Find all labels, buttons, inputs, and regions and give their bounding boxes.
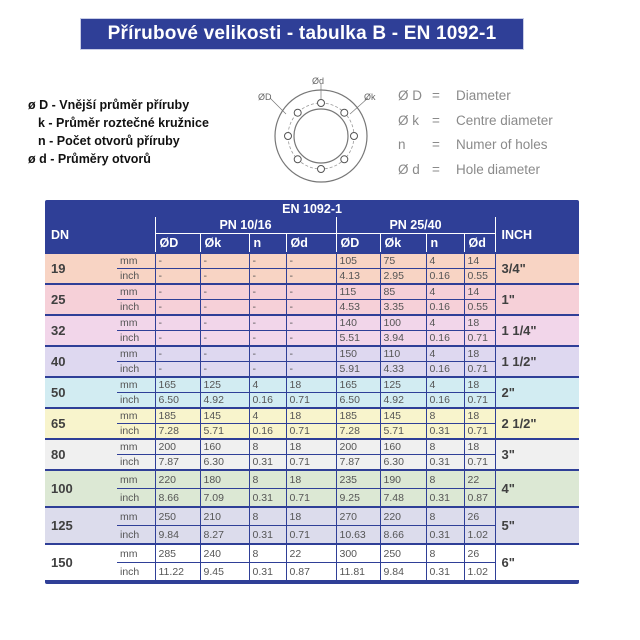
inch-cell: 2" — [495, 377, 579, 408]
value-cell: 0.16 — [426, 362, 464, 378]
value-cell: - — [200, 315, 249, 331]
value-cell: 0.31 — [249, 526, 286, 545]
legend-en-equals: = — [432, 112, 440, 128]
value-cell: 0.16 — [249, 424, 286, 440]
value-cell: 18 — [464, 408, 495, 424]
value-cell: 8 — [426, 507, 464, 526]
table-title: EN 1092-1 — [282, 201, 342, 216]
dn-cell: 100 — [45, 470, 117, 507]
value-cell: 7.09 — [200, 489, 249, 508]
value-cell: 4 — [426, 346, 464, 362]
value-cell: 125 — [200, 377, 249, 393]
value-cell: 100 — [380, 315, 426, 331]
unit-cell: inch — [117, 300, 155, 316]
value-cell: 0.71 — [464, 393, 495, 409]
value-cell: 0.87 — [286, 563, 336, 581]
value-cell: 9.84 — [155, 526, 200, 545]
dn-cell: 25 — [45, 284, 117, 315]
value-cell: 185 — [336, 408, 380, 424]
inch-cell: 6" — [495, 544, 579, 580]
value-cell: - — [249, 300, 286, 316]
value-cell: - — [286, 300, 336, 316]
value-cell: 125 — [380, 377, 426, 393]
legend-en-text: Numer of holes — [456, 137, 548, 152]
sub-header-d: Ød — [286, 234, 336, 254]
value-cell: 18 — [286, 470, 336, 489]
pn2-header: PN 25/40 — [336, 217, 495, 234]
value-cell: 5.71 — [380, 424, 426, 440]
sub-header-D: ØD — [336, 234, 380, 254]
legend-cz-symbol: ø d — [28, 152, 47, 166]
value-cell: 0.31 — [426, 455, 464, 471]
unit-cell: mm — [117, 377, 155, 393]
value-cell: 4 — [426, 377, 464, 393]
inch-cell: 5" — [495, 507, 579, 544]
value-cell: 0.71 — [286, 393, 336, 409]
value-cell: - — [249, 315, 286, 331]
value-cell: 4.53 — [336, 300, 380, 316]
unit-cell: inch — [117, 331, 155, 347]
sub-header-d: Ød — [464, 234, 495, 254]
inch-header: INCH — [495, 217, 579, 253]
table-row — [45, 253, 579, 269]
legend-en-symbol: Ø d — [398, 161, 420, 177]
table-row — [45, 377, 579, 393]
value-cell: 8 — [426, 439, 464, 455]
legend-en-text: Centre diameter — [456, 112, 553, 128]
label-d-small: Ød — [312, 76, 325, 86]
value-cell: 110 — [380, 346, 426, 362]
value-cell: 4.13 — [336, 269, 380, 285]
value-cell: 4.92 — [380, 393, 426, 409]
legend-cz-row — [28, 132, 209, 150]
legend-cz-symbol: n — [38, 134, 46, 148]
value-cell: 2.95 — [380, 269, 426, 285]
value-cell: 8 — [249, 507, 286, 526]
flange-hole — [318, 166, 325, 173]
legend-en-equals: = — [432, 88, 440, 103]
value-cell: - — [249, 362, 286, 378]
value-cell: 4 — [426, 253, 464, 269]
value-cell: 0.71 — [286, 489, 336, 508]
value-cell: 0.31 — [249, 489, 286, 508]
value-cell: 0.71 — [286, 526, 336, 545]
legend-en-row — [398, 133, 553, 158]
value-cell: 0.31 — [426, 424, 464, 440]
unit-cell: mm — [117, 284, 155, 300]
value-cell: 6.50 — [155, 393, 200, 409]
pn1-header: PN 10/16 — [155, 217, 336, 234]
flange-diagram — [256, 74, 386, 194]
value-cell: 9.45 — [200, 563, 249, 581]
inch-cell: 3/4" — [495, 253, 579, 284]
value-cell: 0.16 — [426, 393, 464, 409]
legend-en-text: Hole diameter — [456, 161, 541, 177]
legend-cz-symbol: ø D — [28, 98, 49, 112]
value-cell: 7.87 — [155, 455, 200, 471]
value-cell: 210 — [200, 507, 249, 526]
value-cell: - — [286, 315, 336, 331]
value-cell: 5.71 — [200, 424, 249, 440]
legend-cz-text: - Vnější průměr příruby — [48, 98, 190, 112]
inch-cell: 4" — [495, 470, 579, 507]
value-cell: 10.63 — [336, 526, 380, 545]
value-cell: 105 — [336, 253, 380, 269]
value-cell: - — [155, 315, 200, 331]
value-cell: 0.55 — [464, 269, 495, 285]
unit-cell: mm — [117, 507, 155, 526]
value-cell: 220 — [155, 470, 200, 489]
unit-cell: mm — [117, 544, 155, 563]
value-cell: 0.71 — [464, 362, 495, 378]
value-cell: - — [286, 253, 336, 269]
legend-cz-text: - Průměry otvorů — [46, 152, 151, 166]
value-cell: 8 — [426, 544, 464, 563]
value-cell: 0.16 — [426, 269, 464, 285]
sub-header-n: n — [249, 234, 286, 254]
value-cell: 5.51 — [336, 331, 380, 347]
value-cell: 5.91 — [336, 362, 380, 378]
value-cell: - — [286, 331, 336, 347]
flange-holes — [285, 100, 358, 173]
value-cell: 190 — [380, 470, 426, 489]
value-cell: 0.87 — [464, 489, 495, 508]
flange-hole — [294, 156, 301, 163]
value-cell: 22 — [286, 544, 336, 563]
value-cell: 0.71 — [286, 424, 336, 440]
value-cell: 200 — [336, 439, 380, 455]
unit-cell: inch — [117, 563, 155, 581]
value-cell: 18 — [464, 377, 495, 393]
value-cell: - — [286, 346, 336, 362]
value-cell: - — [155, 253, 200, 269]
dn-cell: 150 — [45, 544, 117, 580]
value-cell: 18 — [464, 315, 495, 331]
unit-cell: mm — [117, 439, 155, 455]
flange-hole — [294, 109, 301, 116]
value-cell: 4 — [249, 377, 286, 393]
value-cell: - — [155, 269, 200, 285]
value-cell: 0.16 — [426, 300, 464, 316]
unit-cell: inch — [117, 269, 155, 285]
value-cell: 150 — [336, 346, 380, 362]
flange-size-table — [45, 200, 579, 580]
value-cell: - — [249, 253, 286, 269]
value-cell: 270 — [336, 507, 380, 526]
value-cell: - — [155, 331, 200, 347]
value-cell: 9.25 — [336, 489, 380, 508]
table-row — [45, 439, 579, 455]
value-cell: 250 — [380, 544, 426, 563]
value-cell: - — [249, 346, 286, 362]
value-cell: 18 — [464, 439, 495, 455]
value-cell: 6.30 — [380, 455, 426, 471]
value-cell: 0.31 — [249, 563, 286, 581]
flange-hole — [341, 109, 348, 116]
value-cell: 4 — [426, 284, 464, 300]
legend-cz-row — [28, 114, 209, 132]
value-cell: 300 — [336, 544, 380, 563]
value-cell: - — [200, 284, 249, 300]
legend-en-equals: = — [432, 161, 440, 177]
value-cell: 26 — [464, 544, 495, 563]
value-cell: - — [200, 346, 249, 362]
value-cell: - — [249, 284, 286, 300]
value-cell: - — [249, 269, 286, 285]
value-cell: 7.48 — [380, 489, 426, 508]
unit-cell: inch — [117, 455, 155, 471]
value-cell: 115 — [336, 284, 380, 300]
legend-en-row — [398, 109, 553, 134]
legend-cz-text: - Počet otvorů příruby — [45, 134, 180, 148]
sub-header-D: ØD — [155, 234, 200, 254]
value-cell: 0.71 — [464, 424, 495, 440]
value-cell: - — [200, 269, 249, 285]
value-cell: 18 — [464, 346, 495, 362]
value-cell: 160 — [200, 439, 249, 455]
legend-cz-row — [28, 96, 209, 114]
value-cell: - — [286, 284, 336, 300]
inch-cell: 1" — [495, 284, 579, 315]
table-row — [45, 284, 579, 300]
inch-cell: 3" — [495, 439, 579, 470]
unit-cell: mm — [117, 315, 155, 331]
value-cell: - — [249, 331, 286, 347]
flange-hole — [341, 156, 348, 163]
value-cell: 22 — [464, 470, 495, 489]
value-cell: 200 — [155, 439, 200, 455]
inch-cell: 1 1/2" — [495, 346, 579, 377]
value-cell: 8 — [249, 470, 286, 489]
value-cell: 4 — [426, 315, 464, 331]
value-cell: 240 — [200, 544, 249, 563]
legend-cz-row — [28, 150, 209, 168]
dn-header: DN — [51, 227, 70, 242]
value-cell: 1.02 — [464, 526, 495, 545]
value-cell: 0.55 — [464, 300, 495, 316]
sub-header-k: Øk — [380, 234, 426, 254]
value-cell: 18 — [286, 507, 336, 526]
value-cell: - — [155, 300, 200, 316]
value-cell: 8 — [249, 439, 286, 455]
unit-cell: mm — [117, 253, 155, 269]
sub-header-n: n — [426, 234, 464, 254]
unit-cell: mm — [117, 408, 155, 424]
value-cell: 6.50 — [336, 393, 380, 409]
legend-en-symbol: n — [398, 137, 406, 152]
value-cell: 4.92 — [200, 393, 249, 409]
value-cell: 140 — [336, 315, 380, 331]
flange-bore-circle — [294, 109, 348, 163]
dn-cell: 19 — [45, 253, 117, 284]
value-cell: 7.28 — [336, 424, 380, 440]
value-cell: 250 — [155, 507, 200, 526]
unit-cell: inch — [117, 424, 155, 440]
table-row — [45, 507, 579, 526]
dn-cell: 125 — [45, 507, 117, 544]
value-cell: 0.16 — [426, 331, 464, 347]
value-cell: 4.33 — [380, 362, 426, 378]
value-cell: - — [155, 284, 200, 300]
value-cell: 165 — [155, 377, 200, 393]
value-cell: - — [200, 331, 249, 347]
legend-cz-text: - Průměr roztečné kružnice — [44, 116, 209, 130]
value-cell: 0.71 — [286, 455, 336, 471]
inch-cell: 2 1/2" — [495, 408, 579, 439]
dn-cell: 32 — [45, 315, 117, 346]
value-cell: 7.87 — [336, 455, 380, 471]
value-cell: 85 — [380, 284, 426, 300]
legend-en-equals: = — [432, 137, 440, 152]
value-cell: 160 — [380, 439, 426, 455]
value-cell: 145 — [200, 408, 249, 424]
legend-en-row — [398, 84, 553, 109]
unit-cell: inch — [117, 526, 155, 545]
value-cell: 0.31 — [426, 563, 464, 581]
value-cell: 8.66 — [380, 526, 426, 545]
flange-hole — [318, 100, 325, 107]
dn-cell: 65 — [45, 408, 117, 439]
dn-cell: 80 — [45, 439, 117, 470]
value-cell: 18 — [286, 439, 336, 455]
value-cell: 165 — [336, 377, 380, 393]
value-cell: 9.84 — [380, 563, 426, 581]
value-cell: 3.94 — [380, 331, 426, 347]
value-cell: - — [286, 269, 336, 285]
value-cell: 7.28 — [155, 424, 200, 440]
value-cell: 235 — [336, 470, 380, 489]
value-cell: 0.31 — [426, 489, 464, 508]
value-cell: - — [200, 253, 249, 269]
value-cell: 18 — [286, 377, 336, 393]
flange-hole — [285, 133, 292, 140]
value-cell: - — [200, 300, 249, 316]
value-cell: 14 — [464, 253, 495, 269]
value-cell: - — [286, 362, 336, 378]
value-cell: 8 — [249, 544, 286, 563]
unit-cell: inch — [117, 393, 155, 409]
legend-cz-symbol: k — [38, 116, 45, 130]
value-cell: - — [155, 362, 200, 378]
value-cell: 0.71 — [464, 455, 495, 471]
legend-en-symbol: Ø k — [398, 112, 420, 128]
legend-en-symbol: Ø D — [398, 88, 423, 103]
legend-english — [398, 84, 553, 182]
value-cell: 0.31 — [426, 526, 464, 545]
page-title: Přírubové velikosti - tabulka B - EN 1092-1 — [81, 19, 523, 49]
value-cell: 11.81 — [336, 563, 380, 581]
value-cell: - — [155, 346, 200, 362]
value-cell: 185 — [155, 408, 200, 424]
value-cell: 0.31 — [249, 455, 286, 471]
value-cell: 75 — [380, 253, 426, 269]
flange-table — [45, 200, 579, 584]
value-cell: 11.22 — [155, 563, 200, 581]
table-row — [45, 470, 579, 489]
value-cell: 180 — [200, 470, 249, 489]
legend-czech — [28, 96, 209, 168]
leader-line-D — [270, 98, 286, 114]
unit-cell: inch — [117, 362, 155, 378]
value-cell: 4 — [249, 408, 286, 424]
table-row — [45, 408, 579, 424]
value-cell: 145 — [380, 408, 426, 424]
table-row — [45, 346, 579, 362]
value-cell: 8.66 — [155, 489, 200, 508]
value-cell: 0.71 — [464, 331, 495, 347]
table-row — [45, 315, 579, 331]
unit-cell: mm — [117, 470, 155, 489]
value-cell: 220 — [380, 507, 426, 526]
dn-cell: 40 — [45, 346, 117, 377]
dn-cell: 50 — [45, 377, 117, 408]
value-cell: 8 — [426, 470, 464, 489]
value-cell: 6.30 — [200, 455, 249, 471]
inch-cell: 1 1/4" — [495, 315, 579, 346]
label-D: ØD — [258, 92, 272, 102]
legend-en-text: Diameter — [456, 88, 511, 103]
value-cell: 285 — [155, 544, 200, 563]
value-cell: 8 — [426, 408, 464, 424]
table-row — [45, 544, 579, 563]
value-cell: 14 — [464, 284, 495, 300]
value-cell: 0.16 — [249, 393, 286, 409]
value-cell: 3.35 — [380, 300, 426, 316]
value-cell: - — [200, 362, 249, 378]
sub-header-k: Øk — [200, 234, 249, 254]
legend-en-row — [398, 158, 553, 183]
value-cell: 26 — [464, 507, 495, 526]
label-k: Øk — [364, 92, 376, 102]
value-cell: 18 — [286, 408, 336, 424]
unit-cell: inch — [117, 489, 155, 508]
value-cell: 1.02 — [464, 563, 495, 581]
flange-hole — [351, 133, 358, 140]
value-cell: 8.27 — [200, 526, 249, 545]
unit-cell: mm — [117, 346, 155, 362]
